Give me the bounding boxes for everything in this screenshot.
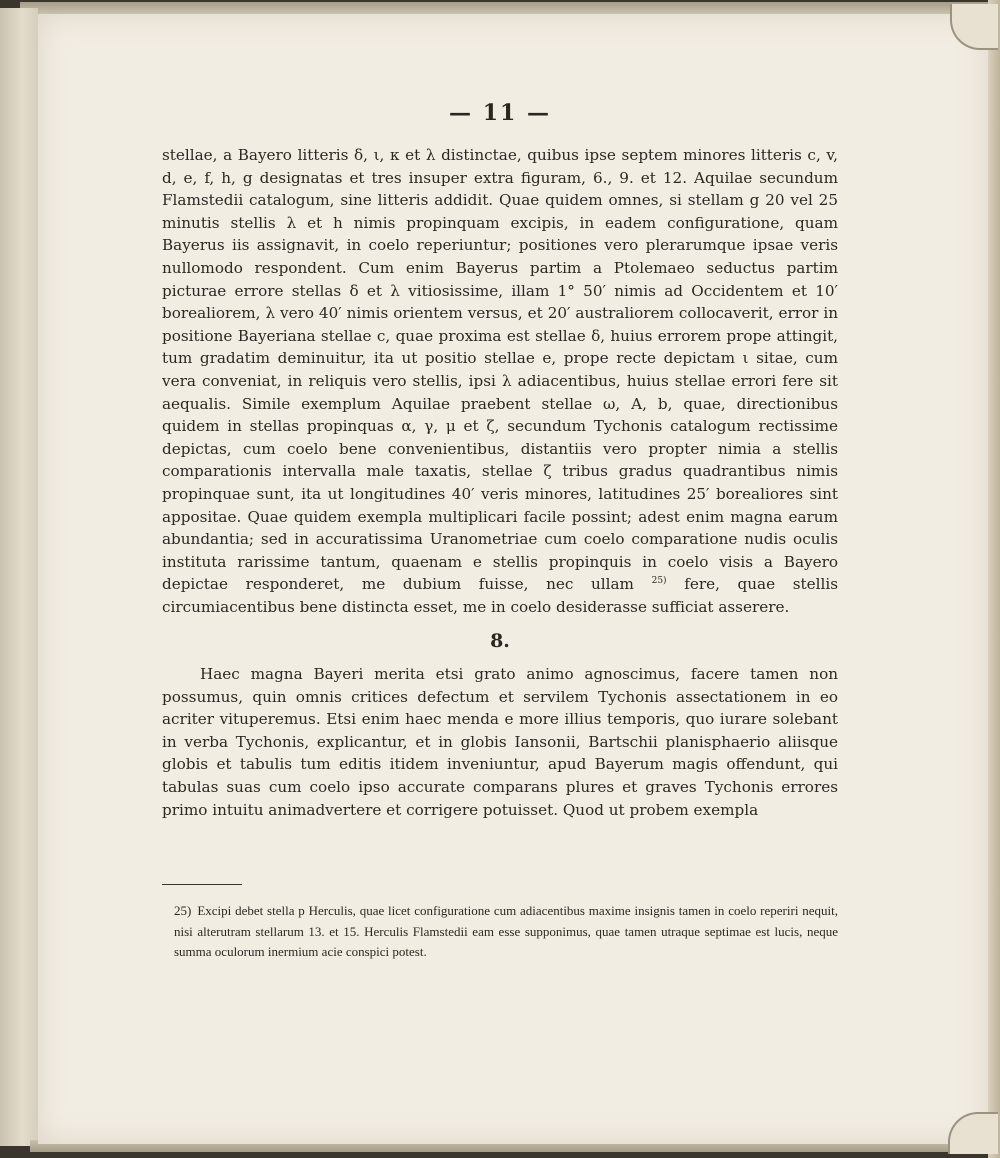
paragraph-2: Haec magna Bayeri merita etsi grato animo agnoscimus, facere tamen non possumus, quin omnis critices defectum et servilem Tychonis assectationem in eo acriter vituperemus. Etsi enim haec menda e more illius temporis, quo iurare solebant in verba Tychonis, explicantur, et in globis Iansonii, Bartschii planisphaerio aliisque globis et tabulis tum editis itidem inveniuntur, apud Bayerum magis offendunt, qui tabulas suas cum coelo ipso accurate comparans plures et graves Tychonis errores primo intuitu animadvertere et corrigere potuisset. Quod ut probem exempla [162, 665, 838, 819]
paragraph-1 [162, 144, 838, 618]
paragraph-1-end: fere, quae stellis circumiacentibus bene distincta esset, me in coelo desiderasse sufficiat asserere. [162, 575, 839, 616]
book-right-edge [988, 0, 1000, 1158]
footnote-number: 25) [174, 903, 192, 918]
book-spine-edge [0, 8, 39, 1146]
footnote-text: Excipi debet stella p Herculis, quae licet configuratione cum adiacentibus maxime insignis tamen in coelo reperiri nequit, nisi alterutram stellarum 13. et 15. Herculis Flamstedii eam esse supponimus, quae tamen utraque septimae est lucis, neque summa oculorum inermium acie conspici potest. [174, 903, 838, 959]
footnote-divider [162, 884, 242, 885]
section-number: 8. [490, 630, 510, 653]
footnote [174, 901, 838, 963]
main-text [162, 144, 838, 821]
footnote-reference: 25) [651, 576, 667, 587]
page-number: — 11 — [449, 100, 551, 126]
paragraph-1-text: stellae, a Bayero litteris δ, ι, κ et λ distinctae, quibus ipse septem minores litteris c, v, d, e, f, h, g designatas et tres insuper extra figuram, 6., 9. et 12. Aquilae secundum Flamstedii catalogum, sine litteris addidit. Quae quidem omnes, si stellam g 20 vel 25 minutis stellis λ et h nimis propinquam excipis, in eadem configuratione, quam Bayerus iis assignavit, in coelo reperiuntur; positiones vero plerarumque ipsae veris nullomodo respondent. Cum enim Bayerus partim a Ptolemaeo seductus partim picturae errore stellas δ et λ vitiosissime, illam 1° 50′ nimis ad Occidentem et 10′ borealiorem, λ vero 40′ nimis orientem versus, et 20′ australiorem collocaverit, error in positione Bayeriana stellae c, quae proxima est stellae δ, huius errorem prope attingit, tum gradatim deminuitur, ita ut positio stellae e, prope recte depictam ι sitae, cum vera conveniat, in reliquis vero stellis, ipsi λ adiacentibus, huius stellae errori fere sit aequalis. Simile exemplum Aquilae praebent stellae ω, A, b, quae, directionibus quidem in stellas propinquas α, γ, μ et ζ, secundum Tychonis catalogum rectissime depictas, cum coelo bene convenientibus, distantiis vero propter nimia a stellis comparationis intervalla male taxatis, stellae ζ tribus gradus quadrantibus nimis propinquae sunt, ita ut longitudines 40′ veris minores, latitudines 25′ borealiores sint appositae. Quae quidem exempla multiplicari facile possint; adest enim magna earum abundantia; sed in accuratissima Uranometriae cum coelo comparatione nudis oculis instituta rarissime tantum, quaenam e stellis propinquis in coelo visis a Bayero depictae responderet, me dubium fuisse, nec ullam [162, 146, 838, 594]
